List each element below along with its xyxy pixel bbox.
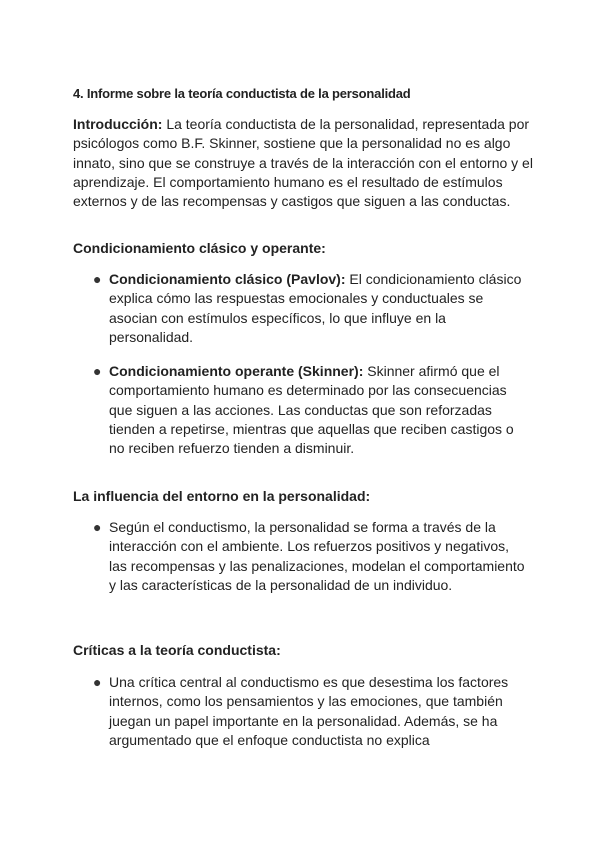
bullet-icon: ● (93, 519, 102, 535)
list-item-operante (109, 362, 529, 458)
list-item-clasico (109, 270, 529, 347)
document-title: 4. Informe sobre la teoría conductista de la personalidad (73, 86, 411, 101)
bullet-icon: ● (93, 674, 102, 690)
list-item-entorno (109, 518, 529, 595)
item-text: Según el conductismo, la personalidad se forma a través de la interacción con el ambiente. Los refuerzos positivos y negativos, las recompensas y las penalizaciones, modelan el comportamiento y las características de la personalidad de un individuo. (109, 519, 525, 593)
bullet-icon: ● (93, 271, 102, 287)
list-item-criticas (109, 673, 529, 750)
intro-label: Introducción: (73, 116, 163, 132)
item-text: El condicionamiento clásico explica cómo las respuestas emocionales y conductuales se asocian con estímulos específicos, lo que influye en la personalidad. (109, 271, 522, 345)
intro-text: La teoría conductista de la personalidad, representada por psicólogos como B.F. Skinner, sostiene que la personalidad no es algo innato, sino que se construye a través de la interacción con el entorno y el aprendizaje. El comportamiento humano es el resultado de estímulos externos y de las recompensas y castigos que siguen a las conductas. (73, 116, 533, 210)
item-label: Condicionamiento operante (Skinner): (109, 363, 364, 379)
item-text: Una crítica central al conductismo es que desestima los factores internos, como los pensamientos y las emociones, que también juegan un papel importante en la personalidad. Además, se ha argumentado que el enfoque conductista no explica (109, 674, 509, 748)
section-heading-criticas: Críticas a la teoría conductista: (73, 642, 281, 658)
item-label: Condicionamiento clásico (Pavlov): (109, 271, 346, 287)
bullet-icon: ● (93, 363, 102, 379)
section-heading-entorno: La influencia del entorno en la personalidad: (73, 488, 371, 504)
item-text: Skinner afirmó que el comportamiento humano es determinado por las consecuencias que siguen a las acciones. Las conductas que son reforzadas tienden a repetirse, mientras que aquellas que reciben castigos o no reciben refuerzo tienden a disminuir. (109, 363, 514, 457)
intro-paragraph (73, 115, 533, 211)
section-heading-condicionamiento: Condicionamiento clásico y operante: (73, 240, 326, 256)
